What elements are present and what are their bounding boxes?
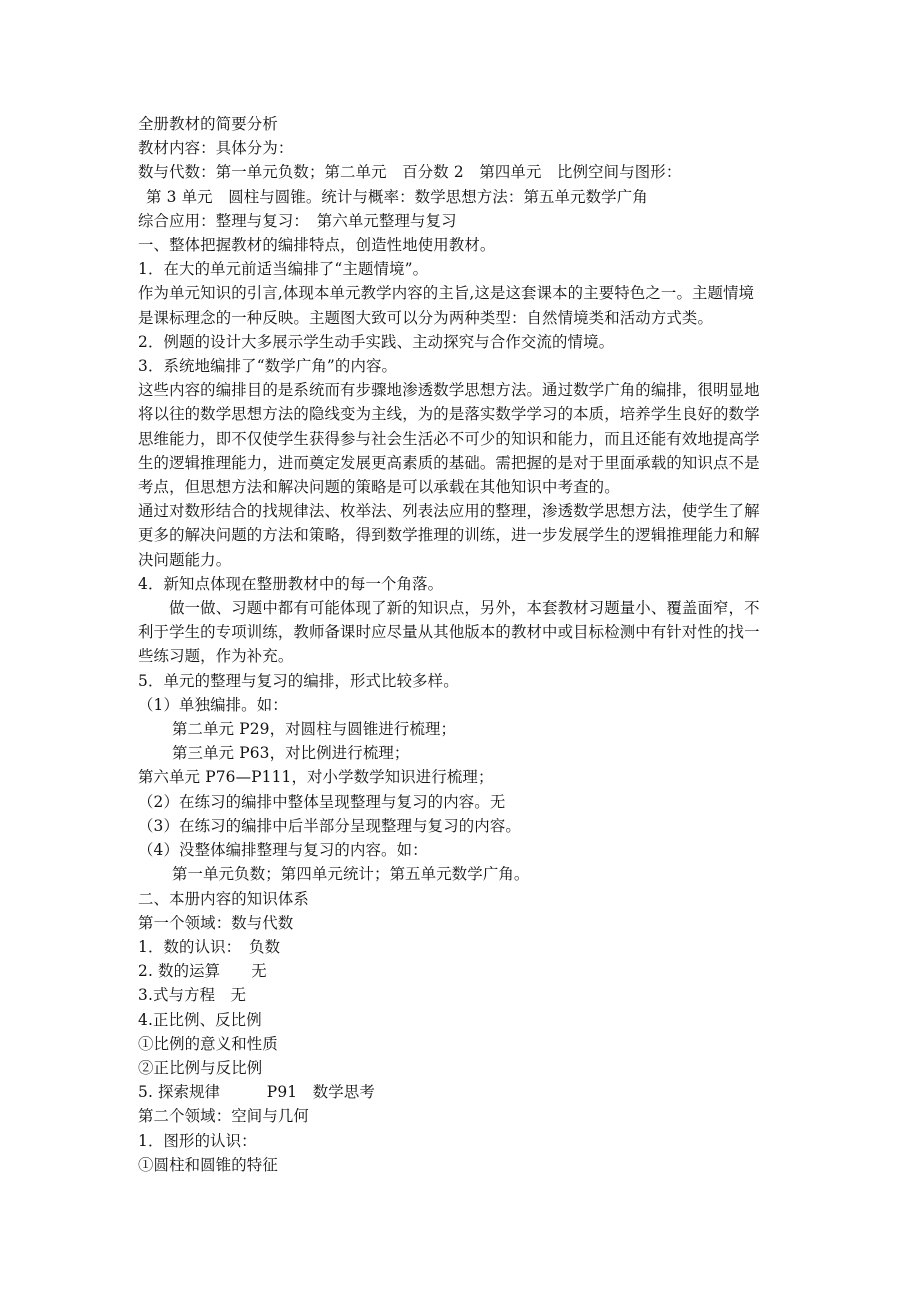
document-body [138, 112, 788, 1177]
text-line: 思维能力，即不仅使学生获得参与社会生活必不可少的知识和能力，而且还能有效地提高学 [138, 429, 760, 448]
text-line: 教材内容：具体分为： [138, 139, 294, 158]
text-line: 是课标理念的一种反映。主题图大致可以分为两种类型：自然情境类和活动方式类。 [138, 308, 714, 327]
numbered-heading: 1．在大的单元前适当编排了“主题情境”。 [138, 260, 429, 279]
numbered-heading: 2．例题的设计大多展示学生动手实践、主动探究与合作交流的情境。 [138, 332, 615, 351]
list-item: ①圆柱和圆锥的特征 [138, 1155, 278, 1174]
text-line: 第二个领域：空间与几何 [138, 1107, 309, 1126]
list-item: 2. 数的运算 无 [138, 962, 267, 981]
list-item: 3.式与方程 无 [138, 986, 247, 1005]
list-item: ②正比例与反比例 [138, 1058, 263, 1077]
document-title: 全册教材的简要分析 [138, 115, 278, 133]
text-line: 将以往的数学思想方法的隐线变为主线，为的是落实数学学习的本质，培养学生良好的数学 [138, 405, 760, 424]
text-line: 利于学生的专项训练，教师备课时应尽量从其他版本的教材中或目标检测中有针对性的找一 [138, 623, 760, 642]
text-line: 生的逻辑推理能力，进而奠定发展更高素质的基础。需把握的是对于里面承载的知识点不是 [138, 453, 760, 472]
list-item: 5. 探索规律 P91 数学思考 [138, 1083, 375, 1102]
text-line: 做一做、习题中都有可能体现了新的知识点，另外，本套教材习题量小、覆盖面窄，不 [138, 599, 760, 618]
numbered-heading: 4．新知点体现在整册教材中的每一个角落。 [138, 574, 444, 593]
list-item: 第六单元 P76—P111，对小学数学知识进行梳理； [138, 768, 494, 787]
text-line: 综合应用：整理与复习： 第六单元整理与复习 [138, 211, 457, 230]
text-line: 第一个领域：数与代数 [138, 913, 294, 932]
list-item: （2）在练习的编排中整体呈现整理与复习的内容。无 [138, 792, 506, 811]
list-item: ①比例的意义和性质 [138, 1034, 278, 1053]
section-heading: 二、本册内容的知识体系 [138, 889, 309, 908]
text-line: 通过对数形结合的找规律法、枚举法、列表法应用的整理，渗透数学思想方法，使学生了解 [138, 502, 760, 521]
text-line: 决问题能力。 [138, 550, 232, 569]
numbered-heading: 3．系统地编排了“数学广角”的内容。 [138, 357, 398, 376]
text-line: 第 3 单元 圆柱与圆锥。统计与概率：数学思想方法：第五单元数学广角 [146, 187, 648, 206]
text-line: 这些内容的编排目的是系统而有步骤地渗透数学思想方法。通过数学广角的编排，很明显地 [138, 381, 760, 400]
list-item: 第三单元 P63，对比例进行梳理； [172, 744, 410, 763]
list-item: （4）没整体编排整理与复习的内容。如： [138, 841, 428, 860]
list-item: （3）在练习的编排中后半部分呈现整理与复习的内容。 [138, 816, 521, 835]
text-line: 数与代数：第一单元负数；第二单元 百分数 2 第四单元 比例空间与图形： [138, 163, 682, 182]
list-item: 1．图形的认识： [138, 1131, 257, 1150]
text-line: 更多的解决问题的方法和策略，得到数学推理的训练，进一步发展学生的逻辑推理能力和解 [138, 526, 760, 545]
text-line: 些练习题，作为补充。 [138, 647, 294, 666]
list-item: （1）单独编排。如： [138, 695, 288, 714]
text-line: 作为单元知识的引言,体现本单元教学内容的主旨,这是这套课本的主要特色之一。主题情境 [138, 284, 755, 303]
section-heading: 一、整体把握教材的编排特点，创造性地使用教材。 [138, 236, 496, 255]
list-item: 第二单元 P29，对圆柱与圆锥进行梳理； [172, 720, 457, 739]
text-line: 考点，但思想方法和解决问题的策略是可以承载在其他知识中考查的。 [138, 478, 620, 497]
numbered-heading: 5．单元的整理与复习的编排，形式比较多样。 [138, 671, 459, 690]
list-item: 1．数的认识： 负数 [138, 937, 281, 956]
list-item: 第一单元负数；第四单元统计；第五单元数学广角。 [172, 865, 530, 884]
list-item: 4.正比例、反比例 [138, 1010, 262, 1029]
